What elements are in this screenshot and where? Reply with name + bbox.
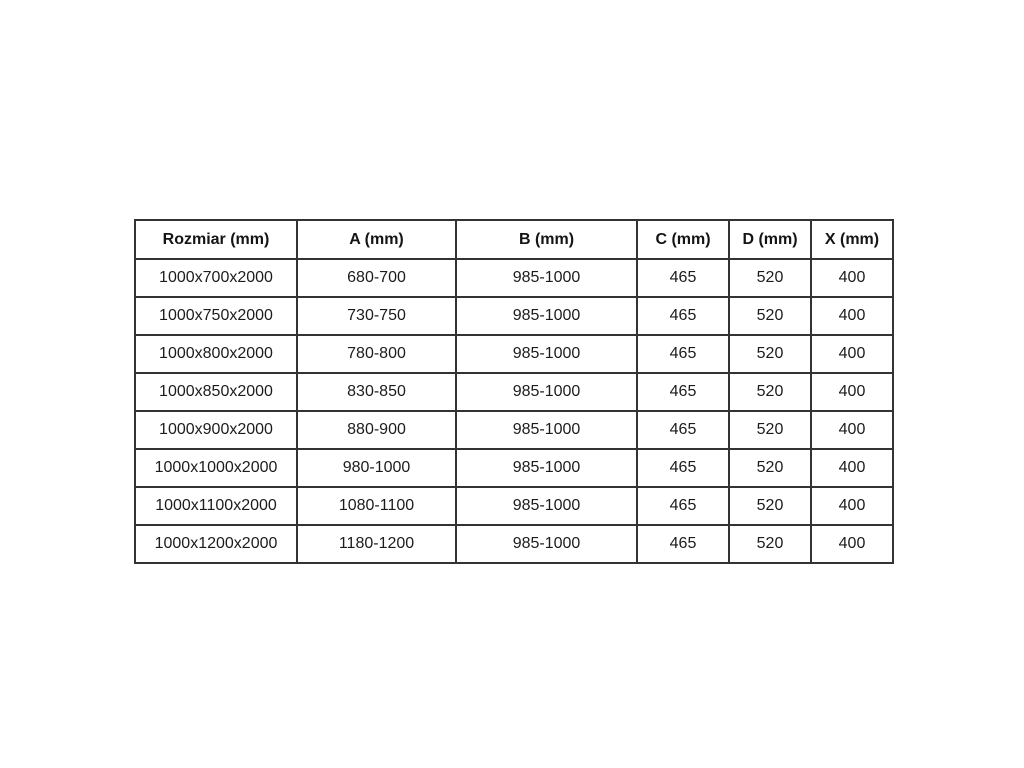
column-header-b: B (mm) bbox=[456, 220, 637, 259]
table-cell-b: 985-1000 bbox=[456, 525, 637, 563]
table-row bbox=[135, 297, 893, 335]
table-cell-x: 400 bbox=[811, 487, 893, 525]
table-cell-c: 465 bbox=[637, 335, 729, 373]
table-cell-rozmiar: 1000x800x2000 bbox=[135, 335, 297, 373]
table-cell-rozmiar: 1000x900x2000 bbox=[135, 411, 297, 449]
table-cell-rozmiar: 1000x1200x2000 bbox=[135, 525, 297, 563]
table-cell-c: 465 bbox=[637, 411, 729, 449]
table-cell-d: 520 bbox=[729, 335, 811, 373]
table-cell-d: 520 bbox=[729, 373, 811, 411]
table-cell-c: 465 bbox=[637, 259, 729, 297]
table-row bbox=[135, 411, 893, 449]
table-cell-d: 520 bbox=[729, 525, 811, 563]
table-cell-a: 830-850 bbox=[297, 373, 456, 411]
table-row bbox=[135, 373, 893, 411]
table-cell-d: 520 bbox=[729, 411, 811, 449]
table-cell-b: 985-1000 bbox=[456, 259, 637, 297]
table-cell-rozmiar: 1000x850x2000 bbox=[135, 373, 297, 411]
table-cell-x: 400 bbox=[811, 449, 893, 487]
table-cell-b: 985-1000 bbox=[456, 335, 637, 373]
column-header-rozmiar: Rozmiar (mm) bbox=[135, 220, 297, 259]
table-cell-x: 400 bbox=[811, 525, 893, 563]
table-cell-a: 1180-1200 bbox=[297, 525, 456, 563]
table-cell-a: 980-1000 bbox=[297, 449, 456, 487]
table-cell-a: 680-700 bbox=[297, 259, 456, 297]
table-row bbox=[135, 335, 893, 373]
table-cell-b: 985-1000 bbox=[456, 373, 637, 411]
table-cell-c: 465 bbox=[637, 449, 729, 487]
table-row bbox=[135, 487, 893, 525]
table-cell-a: 1080-1100 bbox=[297, 487, 456, 525]
table-cell-d: 520 bbox=[729, 259, 811, 297]
column-header-a: A (mm) bbox=[297, 220, 456, 259]
table-cell-a: 780-800 bbox=[297, 335, 456, 373]
table-cell-c: 465 bbox=[637, 373, 729, 411]
table-cell-c: 465 bbox=[637, 297, 729, 335]
table-cell-rozmiar: 1000x700x2000 bbox=[135, 259, 297, 297]
table-cell-rozmiar: 1000x750x2000 bbox=[135, 297, 297, 335]
table-header-row bbox=[135, 220, 893, 259]
table-row bbox=[135, 525, 893, 563]
table-cell-rozmiar: 1000x1000x2000 bbox=[135, 449, 297, 487]
table-cell-d: 520 bbox=[729, 297, 811, 335]
table-cell-a: 880-900 bbox=[297, 411, 456, 449]
table-cell-b: 985-1000 bbox=[456, 449, 637, 487]
table-cell-b: 985-1000 bbox=[456, 487, 637, 525]
table-cell-c: 465 bbox=[637, 525, 729, 563]
table-cell-d: 520 bbox=[729, 449, 811, 487]
table-cell-x: 400 bbox=[811, 259, 893, 297]
table-cell-a: 730-750 bbox=[297, 297, 456, 335]
table-cell-x: 400 bbox=[811, 373, 893, 411]
table-row bbox=[135, 259, 893, 297]
table-cell-x: 400 bbox=[811, 335, 893, 373]
column-header-d: D (mm) bbox=[729, 220, 811, 259]
table-cell-x: 400 bbox=[811, 411, 893, 449]
table-body bbox=[135, 259, 893, 563]
column-header-x: X (mm) bbox=[811, 220, 893, 259]
table-cell-c: 465 bbox=[637, 487, 729, 525]
table-head bbox=[135, 220, 893, 259]
table-cell-x: 400 bbox=[811, 297, 893, 335]
table-cell-rozmiar: 1000x1100x2000 bbox=[135, 487, 297, 525]
table-cell-d: 520 bbox=[729, 487, 811, 525]
table-cell-b: 985-1000 bbox=[456, 411, 637, 449]
column-header-c: C (mm) bbox=[637, 220, 729, 259]
table-row bbox=[135, 449, 893, 487]
table-cell-b: 985-1000 bbox=[456, 297, 637, 335]
size-spec-table bbox=[134, 219, 894, 564]
